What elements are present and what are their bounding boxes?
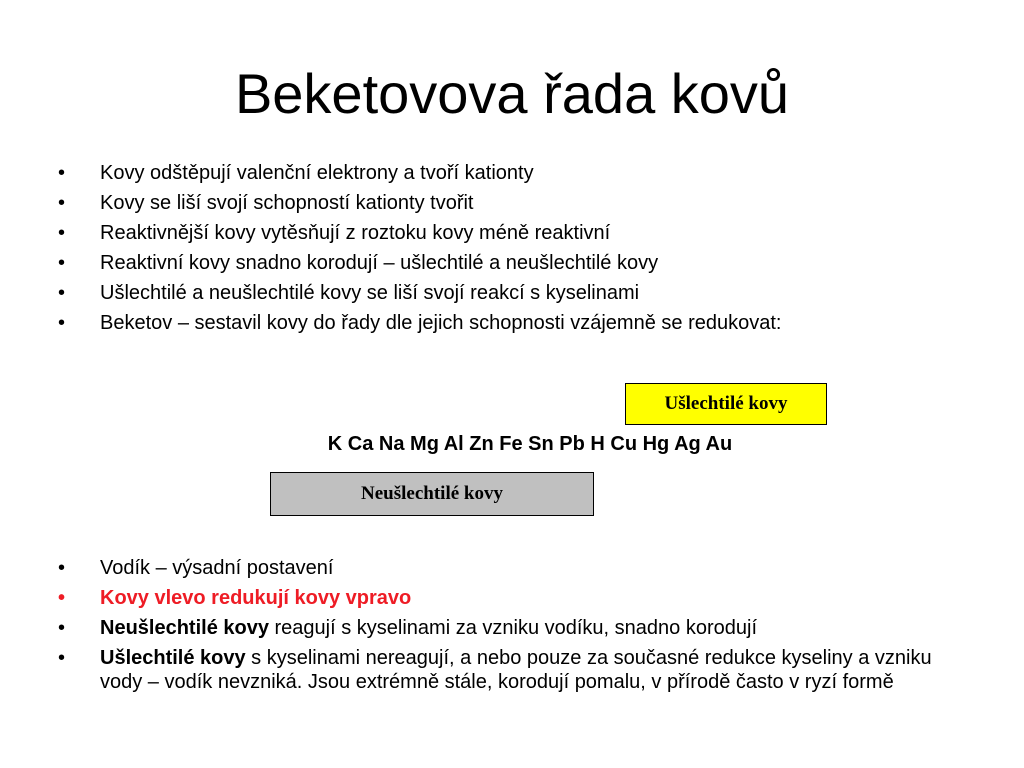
metal-reactivity-series: K Ca Na Mg Al Zn Fe Sn Pb H Cu Hg Ag Au [327, 433, 733, 455]
bullet-item [58, 586, 978, 610]
bullet-item [58, 161, 978, 185]
bullet-text: Reaktivní kovy snadno korodují – ušlechtilé a neušlechtilé kovy [100, 252, 659, 274]
base-metals-box: Neušlechtilé kovy [270, 472, 594, 516]
slide-title: Beketovova řada kovů [234, 62, 790, 125]
bullet-dot: • [58, 312, 66, 334]
bullet-dot: • [58, 647, 66, 669]
summary-bullet-list [58, 556, 978, 700]
bullet-item [58, 281, 978, 305]
bullet-dot: • [58, 282, 66, 304]
bullet-item [58, 251, 978, 275]
noble-metals-box: Ušlechtilé kovy [625, 383, 827, 425]
bullet-item [58, 556, 978, 580]
bullet-item [58, 191, 978, 215]
bullet-item [58, 221, 978, 245]
bullet-dot: • [58, 162, 66, 184]
bullet-dot: • [58, 617, 66, 639]
bullet-text: Kovy se liší svojí schopností kationty tvořit [100, 192, 474, 214]
base-metals-term: Neušlechtilé kovy [100, 617, 269, 639]
bullet-dot: • [58, 222, 66, 244]
bullet-text: Ušlechtilé a neušlechtilé kovy se liší svojí reakcí s kyselinami [100, 282, 640, 304]
bullet-text: Beketov – sestavil kovy do řady dle jejich schopnosti vzájemně se redukovat: [100, 312, 782, 334]
bullet-dot: • [58, 587, 66, 609]
noble-metals-term: Ušlechtilé kovy [100, 647, 246, 669]
hydrogen-bullet-text: Vodík – výsadní postavení [100, 557, 334, 579]
bullet-item [58, 616, 978, 640]
base-metals-description: reagují s kyselinami za vzniku vodíku, snadno korodují [268, 617, 757, 639]
bullet-item [58, 311, 978, 335]
bullet-dot: • [58, 557, 66, 579]
bullet-dot: • [58, 192, 66, 214]
bullet-dot: • [58, 252, 66, 274]
bullet-item [58, 646, 978, 694]
bullet-text: Kovy odštěpují valenční elektrony a tvoří kationty [100, 162, 534, 184]
noble-metals-description: s kyselinami nereagují, a nebo pouze za současné redukce kyseliny a vzniku vody – vodík nevzniká. Jsou extrémně stále, korodují pomalu, v přírodě často v ryzí formě [100, 647, 932, 693]
intro-bullet-list [58, 161, 978, 341]
reduction-rule-text: Kovy vlevo redukují kovy vpravo [100, 587, 412, 609]
bullet-text: Reaktivnější kovy vytěsňují z roztoku kovy méně reaktivní [100, 222, 611, 244]
